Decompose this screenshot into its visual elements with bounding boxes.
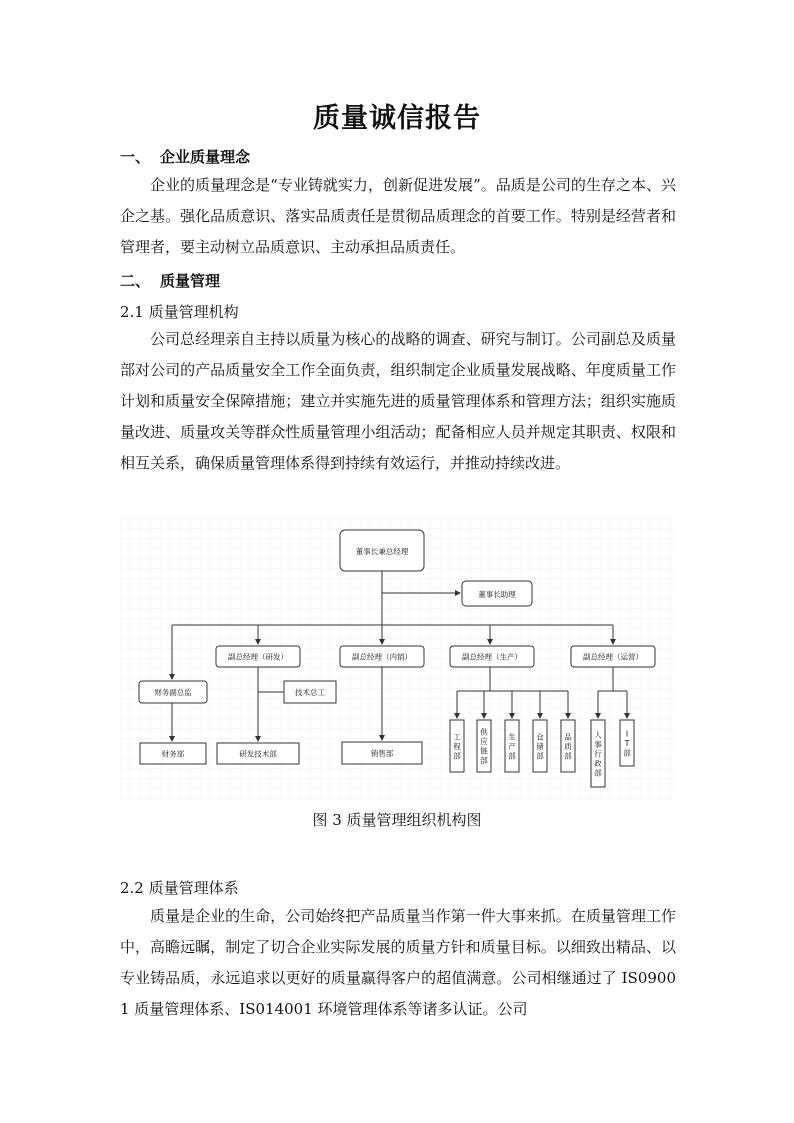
org-label-vp-ops: 副总经理（运营） [583,652,643,662]
org-node-prod-depts-0 [450,720,464,772]
org-node-rd-dept [217,743,299,764]
figure-caption: 图 3 质量管理组织机构图 [312,811,482,829]
org-label-finance-dept: 财务部 [161,749,185,759]
paragraph-quality-organization: 公司总经理亲自主持以质量为核心的战略的调查、研究与制订。公司副总及质量部对公司的产品质量安全工作全面负责，组织制定企业质量发展战略、年度质量工作计划和质量安全保障措施；建立并实施先进的质量管理体系和管理方法；组织实施质量改进、质量攻关等群众性质量管理小组活动；配备相应人员并规定其职责、权限和相互关系，确保质量管理体系得到持续有效运行，并推动持续改进。 [120,330,676,472]
subsection-heading-2-1: 2.1 质量管理机构 [120,303,239,321]
org-node-prod-depts-3 [533,720,547,772]
org-node-assistant [462,581,532,606]
org-label-chief-engineer: 技术总工 [295,688,325,697]
paragraph-quality-system: 质量是企业的生命，公司始终把产品质量当作第一件大事来抓。在质量管理工作中，高瞻远瞩，制定了切合企业实际发展的质量方针和质量目标。以细致出精品、以专业铸品质，永远追求以更好的质量赢得客户的超值满意。公司相继通过了 IS09001 质量管理体系、IS014001 环境管理体系等诸多认证。公司 [120,907,676,1018]
section-heading-1 [120,146,250,167]
org-label-vp-sales: 副总经理（内销） [352,652,412,662]
org-label-prod-depts-0: 工程部 [453,732,461,761]
org-label-vp-prod: 副总经理（生产） [462,652,522,662]
section-heading-2 [120,270,220,291]
org-label-prod-depts-4: 品质部 [564,732,572,761]
org-node-vp-ops [571,646,655,667]
org-node-chief-engineer [284,681,336,703]
org-node-vp-rd [216,646,300,667]
org-label-ops-depts-0: 人事行政部 [594,730,602,778]
paragraph-quality-philosophy: 企业的质量理念是“专业铸就实力，创新促进发展”。品质是公司的生存之本、兴企之基。强化品质意识、落实品质责任是贯彻品质理念的首要工作。特别是经营者和管理者，要主动树立品质意识、主动承担品质责任。 [120,176,676,256]
org-label-assistant: 董事长助理 [478,590,516,599]
org-node-ops-depts-0 [591,720,605,787]
org-label-ceo: 董事长兼总经理 [355,547,409,556]
org-label-prod-depts-3: 仓储部 [536,732,544,761]
section-number-2: 二、 [120,272,151,290]
org-node-sales-dept [342,742,422,764]
org-node-prod-depts-4 [561,720,575,772]
org-node-prod-depts-1 [477,720,491,772]
section-number-1: 一、 [120,148,151,166]
org-label-sales-dept: 销售部 [370,749,394,758]
section-title-1: 企业质量理念 [160,148,251,166]
section-title-2: 质量管理 [160,272,221,290]
org-node-finance-dept [140,743,206,764]
org-node-ops-depts-1 [620,720,634,766]
org-label-vp-rd: 副总经理（研发） [228,652,288,662]
org-node-finance-director [139,681,207,703]
page-title: 质量诚信报告 [313,103,481,134]
org-node-vp-prod [450,646,534,667]
org-chart [120,518,676,800]
org-node-ceo [340,530,424,571]
org-label-rd-dept: 研发技术部 [239,749,277,759]
subsection-heading-2-2: 2.2 质量管理体系 [120,879,239,897]
org-node-vp-sales [340,646,424,667]
org-label-prod-depts-2: 生产部 [508,732,516,761]
org-node-prod-depts-2 [505,720,519,772]
org-label-ops-depts-1: I T 部 [623,729,631,758]
org-label-finance-director: 财务副总监 [154,688,192,697]
org-label-prod-depts-1: 供应链部 [480,727,488,765]
